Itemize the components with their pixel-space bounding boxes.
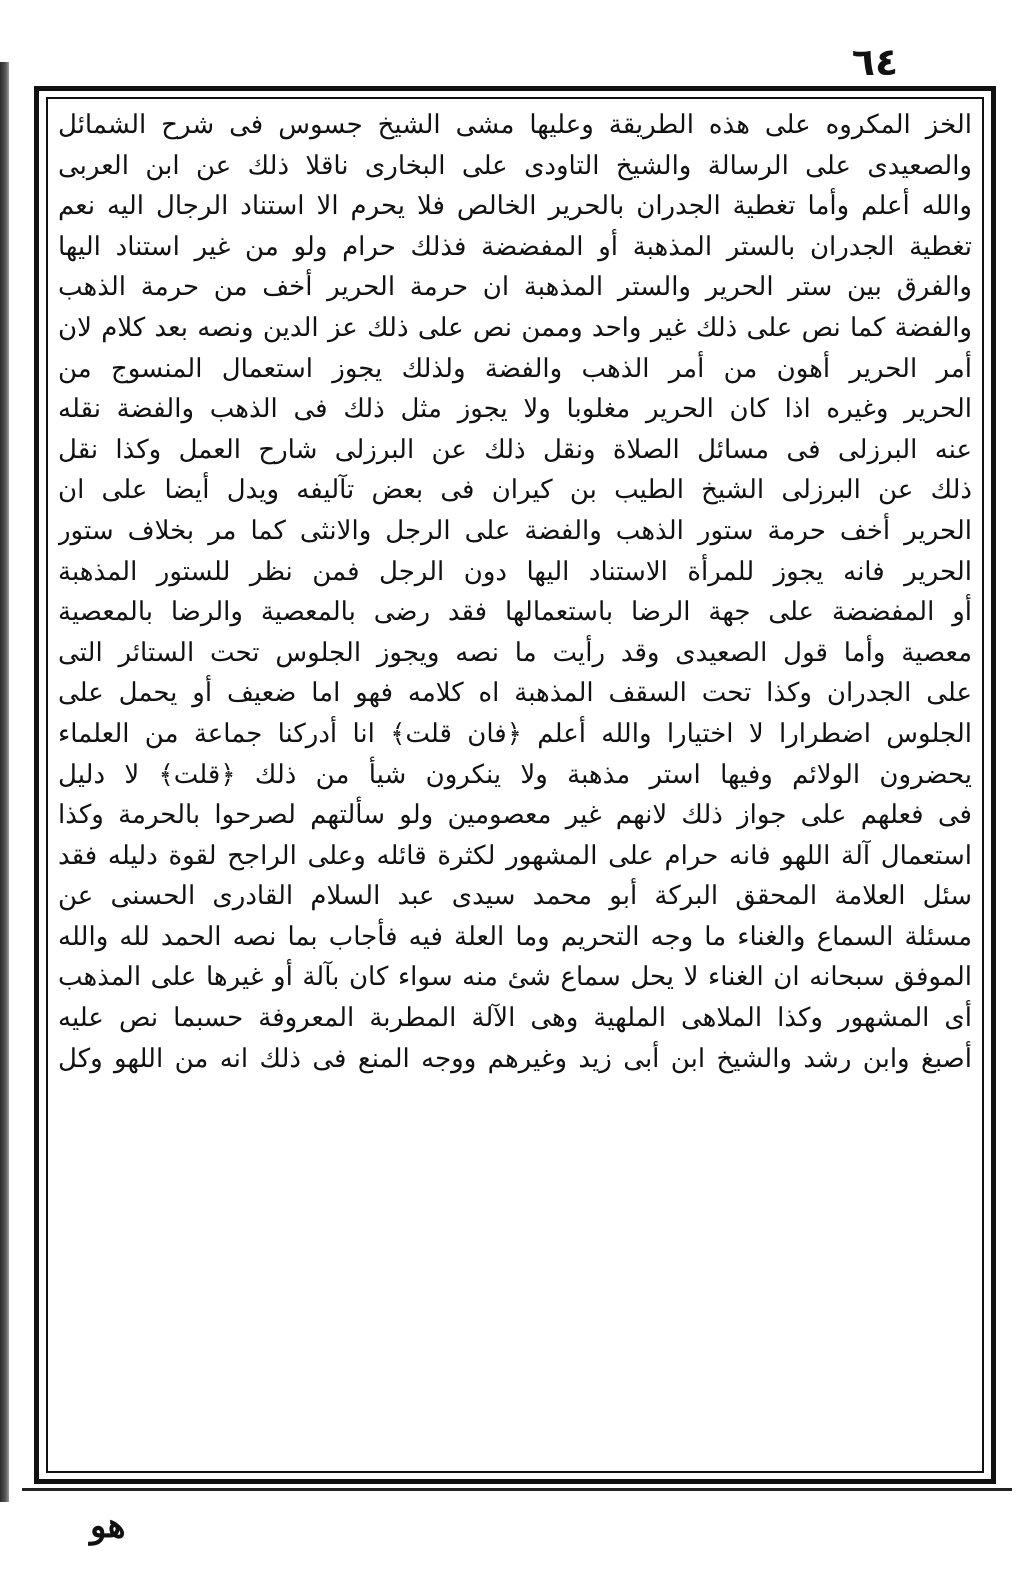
text-line: الموفق سبحانه ان الغناء لا يحل سماع شئ منه سواء كان بآلة أو غيرها على المذهب	[58, 962, 972, 993]
text-line: تغطية الجدران بالستر المذهبة أو المفضضة فذلك حرام ولو من غير استناد اليها	[58, 231, 972, 262]
text-line: فى فعلهم على جواز ذلك لانهم غير معصومين ولو سألتهم لصرحوا بالحرمة وكذا	[58, 800, 972, 831]
text-line: أى المشهور وكذا الملاهى الملهية وهى الآلة المطربة المعروفة حسبما نص عليه	[58, 1003, 972, 1034]
text-line: أمر الحرير أهون من أمر الذهب والفضة ولذلك يجوز استعمال المنسوج من	[58, 353, 972, 384]
text-line: استعمال آلة اللهو فانه حرام على المشهور لكثرة قائله وعلى الراجح لقوة دليله فقد	[58, 840, 972, 871]
text-line: والله أعلم وأما تغطية الجدران بالحرير الخالص فلا يحرم الا استناد الرجال اليه نعم	[58, 191, 972, 222]
text-line: الخز المكروه على هذه الطريقة وعليها مشى الشيخ جسوس فى شرح الشمائل	[58, 110, 972, 140]
page-number: ٦٤	[851, 40, 899, 84]
text-line: سئل العلامة المحقق البركة أبو محمد سيدى عبد السلام القادرى الحسنى عن	[58, 881, 972, 912]
text-line: عنه البرزلى فى مسائل الصلاة ونقل ذلك عن البرزلى شارح العمل وكذا نقل	[58, 434, 972, 465]
body-text	[58, 105, 972, 1465]
text-line: أصبغ وابن رشد والشيخ ابن أبى زيد وغيرهم ووجه المنع فى ذلك انه من اللهو وكل	[58, 1043, 972, 1074]
text-line: والفرق بين ستر الحرير والستر المذهبة ان حرمة الحرير أخف من حرمة الذهب	[58, 272, 972, 303]
text-line: مسئلة السماع والغناء ما وجه التحريم وما العلة فيه فأجاب بما نصه الحمد لله والله	[58, 921, 972, 952]
text-line: ذلك عن البرزلى الشيخ الطيب بن كيران فى بعض تآليفه ويدل أيضا على ان	[58, 475, 972, 506]
page-frame-inner	[46, 97, 984, 1473]
text-line: الحرير أخف حرمة ستور الذهب والفضة على الرجل والانثى كما مر بخلاف ستور	[58, 515, 972, 546]
text-line: والصعيدى على الرسالة والشيخ التاودى على البخارى ناقلا ذلك عن ابن العربى	[58, 150, 972, 181]
text-line: الحرير فانه يجوز للمرأة الاستناد اليها دون الرجل فمن نظر للستور المذهبة	[58, 556, 972, 587]
text-line: الجلوس اضطرارا لا اختيارا والله أعلم ﴿فان قلت﴾ انا أدركنا جماعة من العلماء	[58, 718, 972, 749]
text-line: يحضرون الولائم وفيها استر مذهبة ولا ينكرون شيأ من ذلك ﴿قلت﴾ لا دليل	[58, 759, 972, 790]
book-spine-shadow	[0, 62, 9, 1502]
text-line: معصية وأما قول الصعيدى وقد رأيت ما نصه ويجوز الجلوس تحت الستائر التى	[58, 637, 972, 668]
text-line: والفضة كما نص على ذلك غير واحد وممن نص على ذلك عز الدين ونصه بعد كلام لان	[58, 312, 972, 343]
catchword: هو	[90, 1506, 126, 1546]
bottom-rule	[22, 1488, 1012, 1491]
text-line: على الجدران وكذا تحت السقف المذهبة اه كلامه فهو اما ضعيف أو يحمل على	[58, 678, 972, 709]
text-line: أو المفضضة على جهة الرضا باستعمالها فقد رضى بالمعصية والرضا بالمعصية	[58, 597, 972, 628]
text-line: الحرير وغيره اذا كان الحرير مغلوبا ولا يجوز مثل ذلك فى الذهب والفضة نقله	[58, 394, 972, 425]
